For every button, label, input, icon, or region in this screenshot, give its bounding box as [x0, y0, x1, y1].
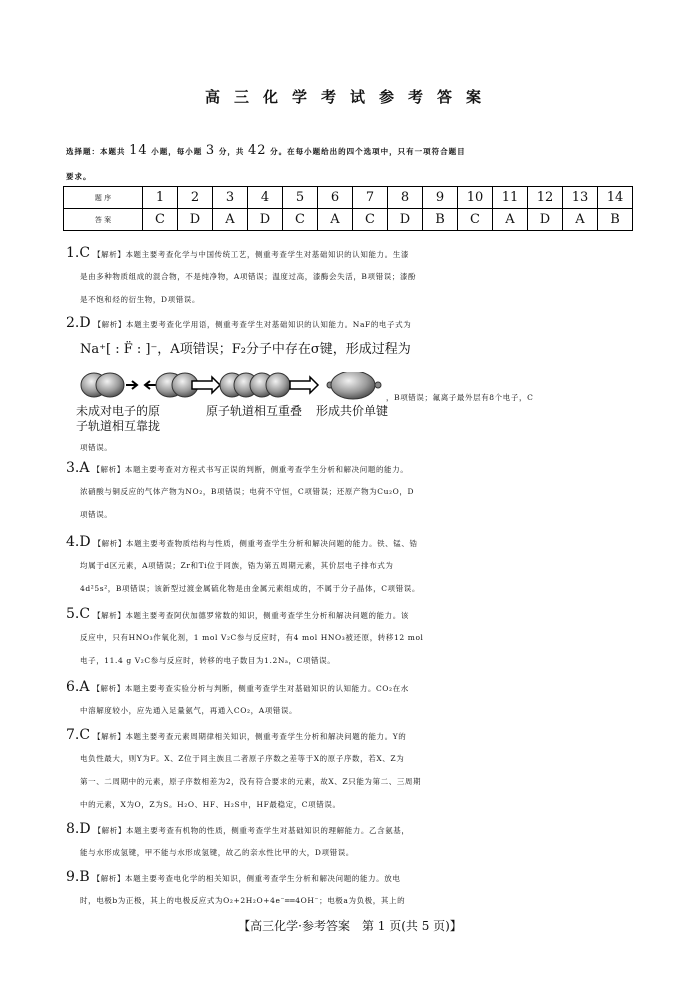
- question-number: 4.D: [66, 534, 91, 550]
- question-number: 2.D: [66, 315, 91, 331]
- answer-item-2: [66, 312, 638, 365]
- item-line: 【解析】本题主要考查阿伏加德罗常数的知识，侧重考查学生分析和解决问题的能力。该: [93, 611, 409, 620]
- item-line: 【解析】本题主要考查元素周期律相关知识，侧重考查学生分析和解决问题的能力。Y的: [93, 732, 407, 741]
- table-cell: 10: [458, 187, 493, 209]
- item-line: 【解析】本题主要考查化学与中国传统工艺，侧重考查学生对基础知识的认知能力。生漆: [93, 250, 409, 259]
- table-cell: D: [528, 209, 563, 231]
- question-number: 1.C: [66, 245, 91, 261]
- table-cell: B: [598, 209, 633, 231]
- intro-part: 小题，每小题: [151, 147, 203, 156]
- item-line: 项错误。: [80, 510, 113, 519]
- arrow-right: [290, 377, 318, 393]
- unpaired-orbital-left: [81, 373, 124, 397]
- item-line: 时，电极b为正极，其上的电极反应式为O₂+2H₂O+4e⁻══4OH⁻；电极a为负极，其上的: [80, 896, 406, 905]
- intro-text: [66, 138, 636, 189]
- question-number: 6.A: [66, 679, 90, 695]
- answer-item-6: [66, 676, 638, 722]
- item-line: 【解析】本题主要考查化学用语，侧重考查学生对基础知识的认知能力。NaF的电子式为: [93, 320, 412, 329]
- table-header-cell: 答 案: [64, 209, 143, 231]
- intro-line2: 要求。: [66, 172, 92, 181]
- table-cell: C: [458, 209, 493, 231]
- table-row-answers: [64, 209, 633, 231]
- item-line: 是由多种物质组成的混合物，不是纯净物，A项错误；温度过高，漆酶会失活，B项错误；漆酚: [80, 272, 417, 281]
- diagram-label: 未成对电子的原: [76, 404, 161, 418]
- table-cell: 2: [178, 187, 213, 209]
- answer-item-8: [66, 818, 638, 864]
- table-cell: 14: [598, 187, 633, 209]
- table-cell: 4: [248, 187, 283, 209]
- single-bond-orbital: [327, 372, 381, 399]
- table-cell: D: [248, 209, 283, 231]
- table-cell: 3: [213, 187, 248, 209]
- item-line: 中溶解度较小，应先通入足量氨气，再通入CO₂，A项错误。: [80, 706, 298, 715]
- item-line: 【解析】本题主要考查实验分析与判断，侧重考查学生对基础知识的认知能力。CO₂在水: [92, 684, 409, 693]
- table-cell: 1: [143, 187, 178, 209]
- table-cell: 9: [423, 187, 458, 209]
- diagram-label-bond: 形成共价单键: [316, 404, 389, 418]
- item-line: 4d²5s²，B项错误；该新型过渡金属硫化物是由金属元素组成的，不属于分子晶体，C项错误。: [80, 584, 420, 593]
- table-row-numbers: [64, 187, 633, 209]
- table-cell: 7: [353, 187, 388, 209]
- table-cell: A: [213, 209, 248, 231]
- item-line: 电负性最大，则Y为F。X、Z位于同主族且二者原子序数之差等于X的原子序数，若X、Z为: [80, 754, 405, 763]
- intro-part: 分。在每小题给出的四个选项中，只有一项符合题目: [270, 147, 466, 156]
- arrow-approach: [126, 381, 156, 389]
- question-number: 3.A: [66, 460, 90, 476]
- table-cell: B: [423, 209, 458, 231]
- table-cell: 8: [388, 187, 423, 209]
- item-line: 项错误。: [80, 443, 113, 452]
- item-line: 中的元素，X为O，Z为S。H₂O、HF、H₂S中，HF最稳定，C项错误。: [80, 800, 341, 809]
- table-cell: 12: [528, 187, 563, 209]
- table-cell: 6: [318, 187, 353, 209]
- answer-item-3: [66, 457, 638, 526]
- page-footer: 【高三化学·参考答案 第 1 页(共 5 页)】: [238, 919, 462, 933]
- answer-item-7: [66, 724, 638, 816]
- item-line: 【解析】本题主要考查有机物的性质，侧重考查学生对基础知识的理解能力。乙含氨基，: [93, 826, 410, 835]
- diagram-label-approach: [76, 404, 160, 434]
- item-line: 浓硝酸与铜反应的气体产物为NO₂，B项错误；电荷不守恒，C项错误；还原产物为Cu₂O，D: [80, 487, 415, 496]
- item-line: 【解析】本题主要考查物质结构与性质，侧重考查学生分析和解决问题的能力。铁、锰、锆: [93, 539, 418, 548]
- answer-table: [63, 186, 633, 231]
- answer-item-1: [66, 242, 638, 311]
- table-cell: D: [388, 209, 423, 231]
- question-number: 8.D: [66, 821, 91, 837]
- answer-item-4: [66, 531, 638, 600]
- overlapping-orbitals: [220, 373, 290, 397]
- table-cell: D: [178, 209, 213, 231]
- item-line: ，B项错误；氟离子最外层有8个电子，C: [386, 393, 534, 402]
- diagram-label-overlap: 原子轨道相互重叠: [206, 404, 303, 418]
- answer-item-2-tail: [66, 436, 638, 459]
- intro-number: 3: [205, 143, 216, 158]
- table-cell: 5: [283, 187, 318, 209]
- table-cell: C: [143, 209, 178, 231]
- intro-number: 42: [247, 143, 267, 158]
- table-cell: 13: [563, 187, 598, 209]
- item-line: 能与水形成氢键，甲不能与水形成氢键，故乙的亲水性比甲的大，D项错误。: [80, 848, 354, 857]
- table-cell: C: [353, 209, 388, 231]
- item-line: Na⁺[ : F̈ : ]⁻，A项错误；F₂分子中存在σ键，形成过程为: [80, 342, 411, 357]
- item-line: 反应中，只有HNO₃作氧化剂，1 mol V₂C参与反应时，有4 mol HNO₃被还原，转移12 mol: [80, 633, 424, 642]
- question-number: 9.B: [66, 869, 90, 885]
- page-title: 高三化学考试参考答案: [204, 88, 495, 106]
- item-line: 电子，11.4 g V₂C参与反应时，转移的电子数目为1.2Nₐ，C项错误。: [80, 656, 336, 665]
- item-line: 【解析】本题主要考查电化学的相关知识，侧重考查学生分析和解决问题的能力。放电: [92, 874, 401, 883]
- diagram-label: 子轨道相互靠拢: [76, 419, 161, 433]
- question-number: 7.C: [66, 727, 91, 743]
- item-line: 均属于d区元素，A项错误；Zr和Ti位于同族，锆为第五周期元素，其价层电子排布式为: [80, 561, 394, 570]
- item-line: 是不饱和烃的衍生物，D项错误。: [80, 295, 201, 304]
- table-header-cell: 题 序: [64, 187, 143, 209]
- intro-part: 分，共: [218, 147, 245, 156]
- table-cell: 11: [493, 187, 528, 209]
- table-cell: C: [283, 209, 318, 231]
- item-line: 第一、二周期中的元素，原子序数相差为2，没有符合要求的元素，故X、Z只能为第二、三周期: [80, 777, 422, 786]
- answer-item-5: [66, 603, 638, 672]
- table-cell: A: [318, 209, 353, 231]
- intro-number: 14: [129, 143, 148, 158]
- question-number: 5.C: [66, 606, 91, 622]
- table-cell: A: [493, 209, 528, 231]
- answer-item-9: [66, 866, 638, 912]
- intro-part: 选择题：本题共: [66, 147, 126, 156]
- table-cell: A: [563, 209, 598, 231]
- item-line: 【解析】本题主要考查对方程式书写正误的判断，侧重考查学生分析和解决问题的能力。: [92, 465, 409, 474]
